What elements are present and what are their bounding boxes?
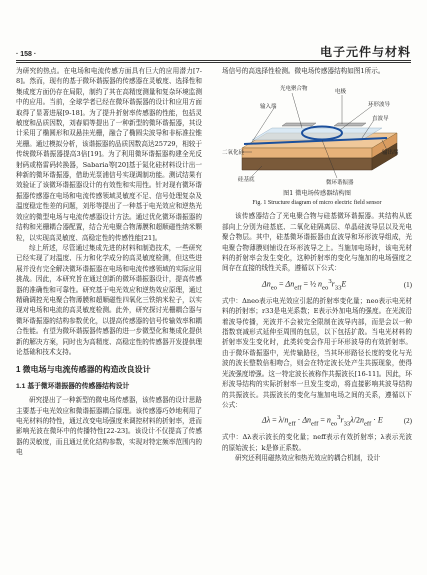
paragraph: 综上所述，尽管通过集成先进的材料和制造技术，一些研究已经实现了对温度、压力和化学成分的高灵敏度检测，但这些进展并没有完全解决微环谐振器在电场和电流传感领域的实际应用挑战。因此，本研究旨在通过创新的微环谐振器设计，提高传感器的准确性和可靠性。研究基于电光效应和逆热效应原理，通过精确调控光电聚合物薄膜和超顺磁性四氧化三铁纳米粒子，以实现对电场和电流的高灵敏度检测。此外，研究探讨光栅耦合器与微环谐振器的结构参数优化，以提高传感器的信号传输效率和耦合性能。有望为微环谐振器传感器的进一步微型化和集成化提供新的解决方案，同时也为高精度、高稳定性的传感器开发提供理论基础和技术支持。 [16, 243, 202, 356]
right-column [222, 66, 412, 464]
label-bus-waveguide: 直波导 [372, 116, 389, 123]
paragraph: 式中：Δneo表示电光效应引起的折射率变化量；neo表示电光材料的折射率；r33是电光系数；E表示外加电场的强度。在光波沿着波导传播，光波并不会被完全限制在波导内部，而是会以一种指数衰减形式延伸至周围的包层，以下包括扩散。当电光材料的折射率发生变化时，此类转变会作用于环形波导的有效折射率。由于微环谐振器中，光传输路径，当其环形路径长度的变化与光波的波长整数倍相吻合，则会在特定波长处产生共振现象，使得光波强度增强。这一特定波长被称作共振波长[16-11]。因此，环形波导结构的实际折射率一旦发生变动，将直接影响其波导结构的共振波长。共振波长的变化与施加电场之间的关系，遵循以下公式： [222, 296, 412, 409]
header-rule [16, 60, 411, 61]
label-input-port: 输入端 [260, 104, 277, 111]
paragraph: 为研究的热点。在电场和电流传感方面具有巨大的应用潜力[7-8]。然而，现有的基于微环谐振器的传感器在灵敏度、选择性和集成度方面仍存在局限，制约了其在高精度测量和复杂环境监测中的应用。当前，全球学者已经在微环谐振器的设计和应用方面取得了显著进展[9-18]。为了提升折射率传感器的性能，包括灵敏度和品质因数，刘春娟等提出了一种新型的微环谐振器，其设计采用了椭圆形和双悬挂光栅，融合了椭圆尖波导和非标准拉锥光栅。通过模拟分析，该谐振器的品质因数高达25729，相较于传统微环谐振器提高3倍[19]。为了利用微环谐振器构建全光反射码或格雷码转换器，Sabaria等[20]基于氮化硅材料设计出一种新的微环谐振器，借助光泵浦信号实现调制功能。测试结果有效验证了该微环谐振器设计的有效性和实用性。针对现有微环谐振器传感器在电场和电流传感领域灵敏度不足、信号处理复杂及温度稳定性差的问题，刘彤等提出了一种基于电光效应和逆热光效应的微型电场与电流传感器设计方法。通过优化微环谐振器的结构和光栅耦合器配置，结合光电聚合物薄膜和超顺磁性纳米颗粒，以实现高灵敏度、高稳定性的传感性能[21]。 [16, 67, 202, 242]
label-output-port: 输出端 [382, 150, 399, 157]
figure-caption-en: Fig. 1 Structure diagram of micro electric field sensor [252, 199, 382, 206]
label-oeo-film: 光电聚合物 [280, 86, 308, 93]
si-substrate-front [242, 158, 372, 170]
subsection-heading: 1.1 基于微环谐振器的传感器结构设计 [16, 382, 130, 390]
figure-caption-cn: 图1 微电场传感器结构图 [283, 190, 351, 198]
label-sio2: 二氧化硅 [222, 150, 245, 157]
label-electrode: 电极 [335, 89, 347, 96]
journal-name: 电子元件与材料 [319, 45, 411, 59]
left-column [16, 66, 202, 458]
label-microring-resonator: 微环谐振器 [326, 180, 354, 187]
equation-1-formula: $\Delta n_{eo} = \Delta n_{eff}$ = ½ $n_{eo}^3r_{33}E$ [262, 277, 347, 291]
electrode-right [334, 123, 366, 126]
paragraph: 该传感器结合了光电聚合物与硅基微环谐振器。其结构从底部向上分别为硅基底、二氧化硅隔离层、单晶硅波导层以及光电聚合物层。其中，硅基微环谐振器由直波导和环形波导组成，光电聚合物薄膜则铺设在环形波导之上。当施加电场时，该电光材料的折射率会发生变化，这种折射率的变化与施加的电场强度之间存在直接的线性关系，遵循以下公式： [222, 212, 412, 273]
sio2-layer-front [242, 148, 372, 158]
equation-2-formula: $\Delta\lambda = \lambda/n_{eff} \cdot \Delta n_{eff} = n_{eo}^3r_{33}\lambda/2n_{eff} \cdot E$ [262, 413, 383, 428]
sensor-structure-diagram [222, 78, 412, 188]
header-rule-thin [16, 62, 411, 63]
equation-2-number: (2) [403, 417, 412, 426]
electrode-left [282, 123, 316, 126]
equation-1 [222, 274, 412, 296]
paragraph: 研究还利用磁热效应和热光效应的耦合机制，设计 [235, 454, 381, 463]
page-number: · 158 · [16, 51, 37, 58]
figure-1 [222, 78, 412, 188]
label-si-substrate: 硅基底 [238, 177, 255, 184]
paragraph: 研究提出了一种新型的微电场传感器，该传感器的设计思路主要基于电光效应和微谐振器耦合原理。该传感器巧妙地利用了电光材料的特性，通过改变电场强度来调控材料的折射率，进而影响光波在微环中的传播特性[22-23]。该设计不仅提高了传感器的灵敏度，而且通过优化结构参数，实现对特定频率范围内的电 [16, 396, 202, 457]
equation-1-number: (1) [403, 280, 412, 289]
equation-2 [222, 410, 412, 432]
paragraph: 场信号的高选择性检测。微电场传感器结构如图1所示。 [222, 67, 385, 75]
section-heading: 1 微电场与电流传感器的构造改良设计 [16, 365, 151, 375]
paragraph: 式中：Δλ表示波长的变化量；neff表示有效折射率；λ表示光波的原始波长；k是修正系数。 [222, 433, 412, 452]
label-ring-waveguide: 环形波导 [368, 102, 391, 109]
